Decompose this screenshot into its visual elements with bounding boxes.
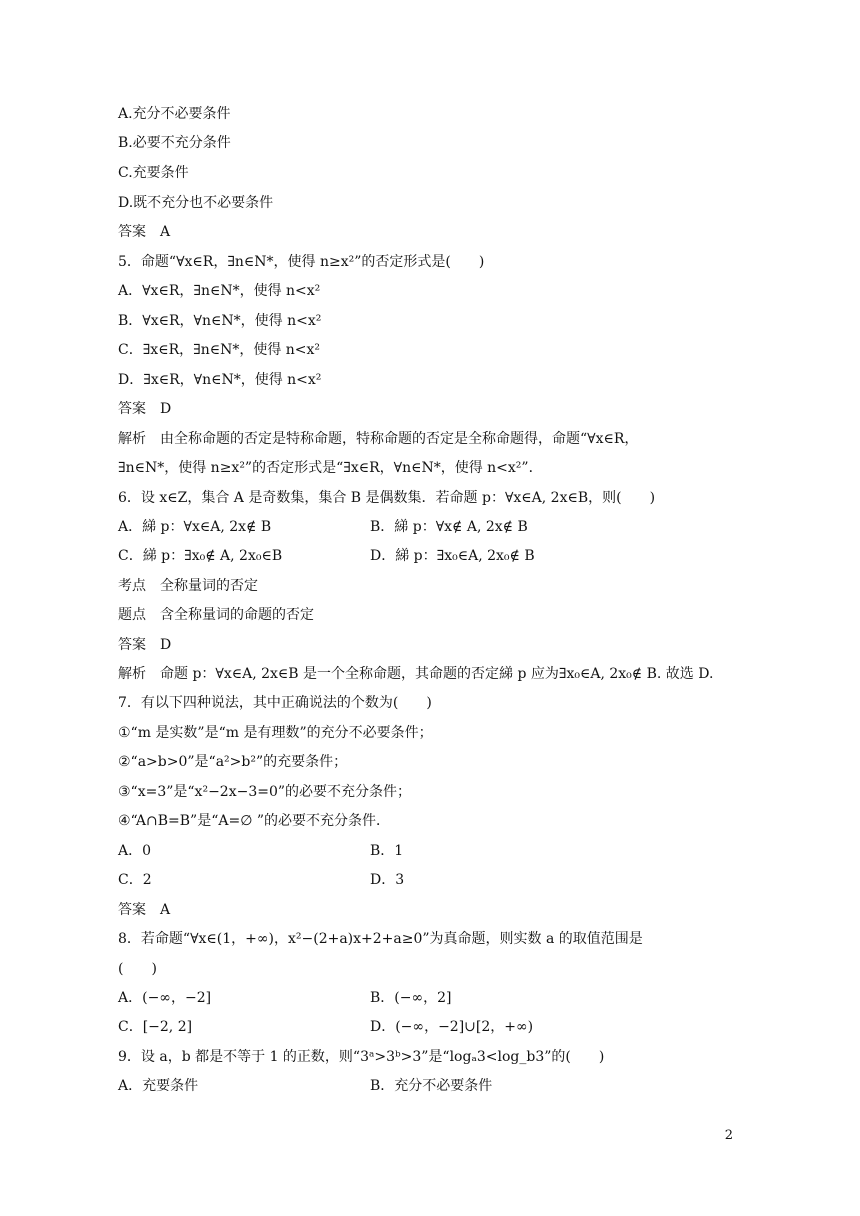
q7-option-a: A．0 <box>118 843 152 859</box>
line-24: 答案 A <box>118 902 171 918</box>
line-10: D．∃x∈R，∀n∈N*，使得 n<x² <box>118 372 322 388</box>
q8-option-a: A．(−∞，−2] <box>118 990 212 1006</box>
line-27: 9．设 a，b 都是不等于 1 的正数，则“3ᵃ>3ᵇ>3”是“logₐ3<log_b3”的( ) <box>118 1049 605 1065</box>
q6-option-d: D．綈 p：∃x₀∈A, 2x₀∉ B <box>370 548 535 564</box>
line-15: 考点 全称量词的否定 <box>118 578 258 594</box>
line-5: 答案 A <box>118 224 171 240</box>
line-12: 解析 由全称命题的否定是特称命题，特称命题的否定是全称命题得，命题“∀x∈R， <box>118 431 639 447</box>
line-9: C．∃x∈R，∃n∈N*，使得 n<x² <box>118 342 321 358</box>
line-14: 6．设 x∈Z，集合 A 是奇数集，集合 B 是偶数集．若命题 p：∀x∈A, 2x∈B，则( ) <box>118 490 656 506</box>
q8-option-d: D．(−∞，−2]∪[2，+∞) <box>370 1019 534 1035</box>
line-6: 5．命题“∀x∈R，∃n∈N*，使得 n≥x²”的否定形式是( ) <box>118 254 485 270</box>
q9-option-a: A．充要条件 <box>118 1078 199 1094</box>
q8-option-c: C．[−2, 2] <box>118 1019 193 1035</box>
line-1: A.充分不必要条件 <box>118 106 231 122</box>
line-2: B.必要不充分条件 <box>118 135 231 151</box>
q6-option-a: A．綈 p：∀x∈A, 2x∉ B <box>118 519 272 535</box>
line-26: ( ) <box>118 961 157 977</box>
line-20: ①“m 是实数”是“m 是有理数”的充分不必要条件； <box>118 725 433 741</box>
q7-option-b: B．1 <box>370 843 404 859</box>
line-4: D.既不充分也不必要条件 <box>118 195 274 211</box>
line-21: ②“a>b>0”是“a²>b²”的充要条件； <box>118 754 348 770</box>
q6-option-c: C．綈 p：∃x₀∉ A, 2x₀∈B <box>118 548 283 564</box>
q9-option-b: B．充分不必要条件 <box>370 1078 493 1094</box>
line-17: 答案 D <box>118 637 172 653</box>
q7-option-d: D．3 <box>370 872 405 888</box>
q8-option-b: B．(−∞，2] <box>370 990 452 1006</box>
q7-option-c: C．2 <box>118 872 152 888</box>
line-13: ∃n∈N*，使得 n≥x²”的否定形式是“∃x∈R，∀n∈N*，使得 n<x²”． <box>118 460 543 476</box>
line-3: C.充要条件 <box>118 165 189 181</box>
line-7: A．∀x∈R，∃n∈N*，使得 n<x² <box>118 283 321 299</box>
line-23: ④“A∩B=B”是“A=∅ ”的必要不充分条件． <box>118 813 391 829</box>
line-11: 答案 D <box>118 401 172 417</box>
line-19: 7．有以下四种说法，其中正确说法的个数为( ) <box>118 695 432 711</box>
line-22: ③“x=3”是“x²−2x−3=0”的必要不充分条件； <box>118 784 412 800</box>
page-number: 2 <box>724 1128 733 1143</box>
line-25: 8．若命题“∀x∈(1，+∞)，x²−(2+a)x+2+a≥0”为真命题，则实数 a 的取值范围是 <box>118 931 643 947</box>
line-8: B．∀x∈R，∀n∈N*，使得 n<x² <box>118 313 322 329</box>
line-18: 解析 命题 p：∀x∈A, 2x∈B 是一个全称命题，其命题的否定綈 p 应为∃x₀∈A, 2x₀∉ B. 故选 D. <box>118 666 714 682</box>
line-16: 题点 含全称量词的命题的否定 <box>118 607 314 623</box>
q6-option-b: B．綈 p：∀x∉ A, 2x∉ B <box>370 519 528 535</box>
